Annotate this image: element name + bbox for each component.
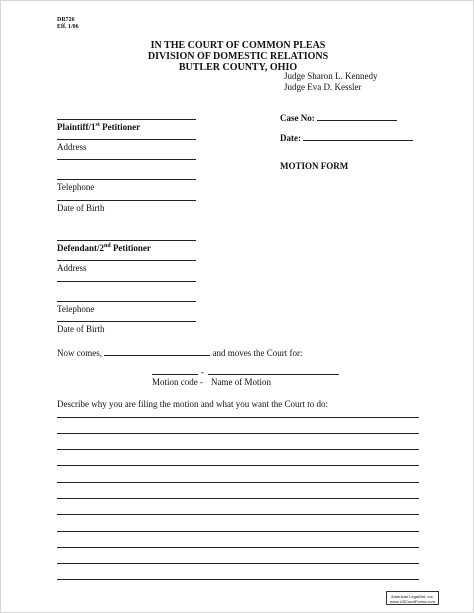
plaintiff-name-line[interactable] <box>57 119 196 120</box>
plaintiff-dob-line[interactable] <box>57 200 196 201</box>
plaintiff-dob-label: Date of Birth <box>57 203 105 213</box>
description-line[interactable] <box>57 498 419 499</box>
defendant-dob-label: Date of Birth <box>57 324 105 334</box>
description-line[interactable] <box>57 465 419 466</box>
motion-name-line[interactable] <box>208 374 339 375</box>
motion-code-label: Motion code - <box>152 377 203 387</box>
plaintiff-title: Plaintiff/1st Petitioner <box>57 122 141 132</box>
case-number-blank[interactable] <box>317 111 397 121</box>
form-identifier <box>57 17 79 31</box>
description-line[interactable] <box>57 531 419 532</box>
form-code: DR726 <box>57 17 75 23</box>
motion-code-line[interactable] <box>152 374 198 375</box>
defendant-telephone-line[interactable] <box>57 301 196 302</box>
defendant-name-line[interactable] <box>57 240 196 241</box>
publisher-name: American LegalNet, Inc. <box>391 594 434 599</box>
county-name: BUTLER COUNTY, OHIO <box>178 62 298 73</box>
judge-name: Judge Eva D. Kessler <box>284 82 362 92</box>
defendant-address-line[interactable] <box>57 260 196 261</box>
plaintiff-address-label: Address <box>57 142 87 152</box>
plaintiff-telephone-label: Telephone <box>57 182 95 192</box>
description-line[interactable] <box>57 482 419 483</box>
date-field: Date: <box>280 131 413 143</box>
date-blank[interactable] <box>303 131 413 141</box>
describe-prompt: Describe why you are filing the motion and what you want the Court to do: <box>57 399 328 409</box>
plaintiff-address-line[interactable] <box>57 139 196 140</box>
form-effective-date: Eff. 1/06 <box>57 24 79 30</box>
description-line[interactable] <box>57 547 419 548</box>
description-line[interactable] <box>57 579 419 580</box>
judges-list <box>284 71 377 93</box>
description-line[interactable] <box>57 514 419 515</box>
description-line[interactable] <box>57 433 419 434</box>
description-line[interactable] <box>57 417 419 418</box>
motion-dash: - <box>201 367 204 377</box>
division-name: DIVISION OF DOMESTIC RELATIONS <box>147 51 329 62</box>
defendant-address-label: Address <box>57 263 87 273</box>
now-comes-statement: Now comes, and moves the Court for: <box>57 348 303 358</box>
plaintiff-address-line-2[interactable] <box>57 159 196 160</box>
court-name: IN THE COURT OF COMMON PLEAS <box>150 40 326 51</box>
defendant-address-line-2[interactable] <box>57 281 196 282</box>
description-line[interactable] <box>57 449 419 450</box>
publisher-footer <box>386 591 439 605</box>
motion-name-label: Name of Motion <box>211 377 271 387</box>
judge-name: Judge Sharon L. Kennedy <box>284 71 378 81</box>
defendant-title: Defendant/2nd Petitioner <box>57 243 151 253</box>
form-title: MOTION FORM <box>280 161 349 171</box>
publisher-url: www.USCourtForms.com <box>390 599 435 604</box>
plaintiff-telephone-line[interactable] <box>57 179 196 180</box>
movant-name-blank[interactable] <box>104 346 210 356</box>
description-line[interactable] <box>57 563 419 564</box>
defendant-telephone-label: Telephone <box>57 304 95 314</box>
defendant-dob-line[interactable] <box>57 321 196 322</box>
case-number-field: Case No: <box>280 111 397 123</box>
